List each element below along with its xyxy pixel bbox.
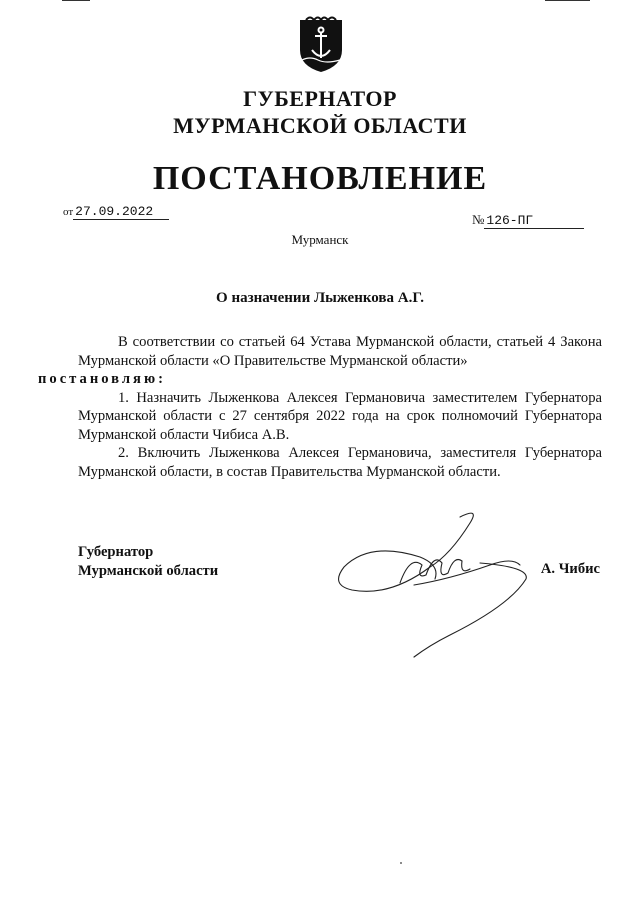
page-edge-line-right	[545, 0, 590, 1]
city: Мурманск	[291, 232, 349, 247]
item-1: 1. Назначить Лыженкова Алексея Германовича заместителем Губернатора Мурманской области с 27 сентября 2022 года на срок полномочий Губернатора Мурманской области Чибиса А.В.	[78, 389, 602, 443]
issuer-title: ГУБЕРНАТОР	[243, 86, 397, 111]
preamble-text: В соответствии со статьей 64 Устава Мурманской области, статьей 4 Закона Мурманской области «О Правительстве Мурманской области»	[78, 334, 602, 369]
number-field	[472, 212, 584, 229]
number-label: №	[472, 212, 485, 227]
page-edge-line-left	[62, 0, 90, 1]
document-type: ПОСТАНОВЛЕНИЕ	[152, 160, 488, 197]
subject-title: О назначении Лыженкова А.Г.	[216, 290, 424, 306]
coat-of-arms-icon	[296, 16, 346, 74]
issuer-region: МУРМАНСКОЙ ОБЛАСТИ	[173, 113, 467, 138]
item-2: 2. Включить Лыженкова Алексея Германовича, заместителя Губернатора Мурманской области, в состав Правительства Мурманской области.	[78, 445, 602, 480]
signatory-title-line2: Мурманской области	[78, 563, 219, 579]
document-body	[38, 333, 602, 481]
date-label: от	[63, 206, 74, 218]
signatory-name: А. Чибис	[540, 561, 600, 577]
date-field	[63, 203, 169, 220]
decree-word: постановляю:	[38, 371, 166, 387]
preamble-paragraph	[38, 333, 602, 389]
handwritten-signature	[330, 505, 550, 665]
signatory-title-line1: Губернатор	[78, 544, 154, 560]
scan-speck	[400, 862, 402, 864]
date-value: 27.09.2022	[73, 204, 169, 220]
number-value: 126-ПГ	[484, 213, 584, 229]
signatory-title	[78, 543, 218, 581]
